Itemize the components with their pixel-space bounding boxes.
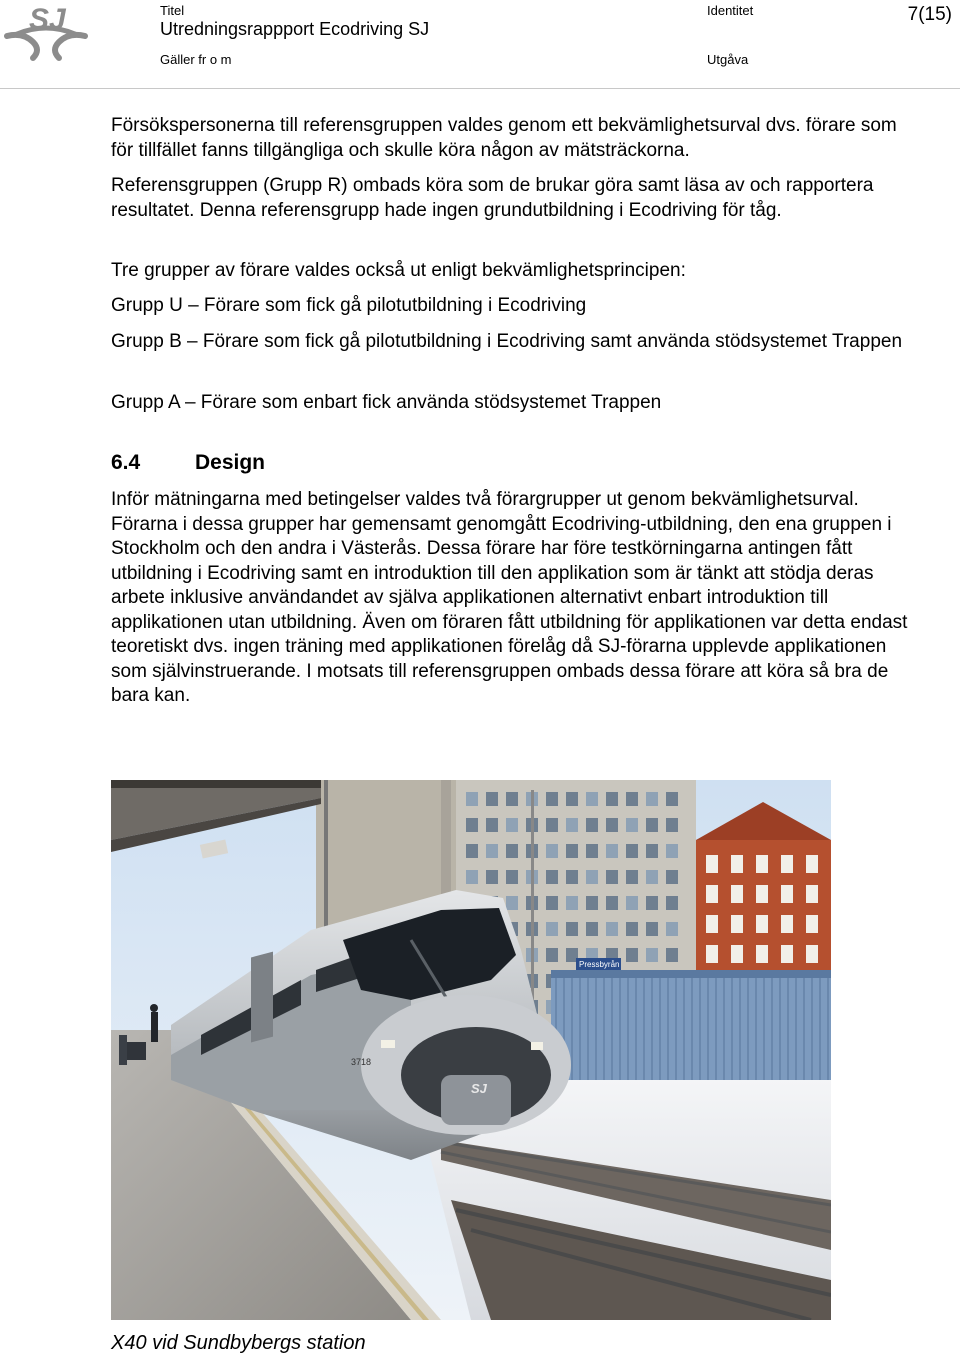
list-item-group-a: Grupp A – Förare som enbart fick använda stödsystemet Trappen: [111, 392, 662, 413]
section-heading: [111, 450, 265, 476]
valid-from-label: Gäller fr o m: [160, 52, 232, 67]
page-number: 7(15): [907, 4, 952, 25]
paragraph-design: Inför mätningarna med betingelser valdes två förargrupper ut genom bekvämlighetsurval. Förarna i dessa grupper har gemensamt genomgått Ecodriving-utbildning, den ena gruppen i Stockholm och den andra i Västerås. Dessa förare har före testkörningarna antingen fått utbildning i Ecodriving samt en introduktion till den applikation som är tänkt att stödja deras arbete inklusive användandet av själva applikationen alternativt enbart introduktion till applikationen utan utbildning. Även om föraren fått utbildning för applikationen var detta endast teoretiskt dvs. ingen träning med applikationen förelåg då SJ-förarna upplevde applikationen som självinstruerande. I motsats till referensgruppen ombads dessa förare att köra så bra de bara kan.: [111, 489, 908, 706]
list-item-group-b: Grupp B – Förare som fick gå pilotutbildning i Ecodriving samt använda stödsystemet Trappen: [111, 331, 903, 352]
edition-label: Utgåva: [707, 52, 749, 67]
identity-label: Identitet: [707, 3, 754, 18]
paragraph-reference-group: Referensgruppen (Grupp R) ombads köra som de brukar göra samt läsa av och rapportera resultatet. Denna referensgrupp hade ingen grundutbildning i Ecodriving för tåg.: [111, 175, 874, 221]
section-title: Design: [195, 451, 266, 474]
svg-text:SJ: SJ: [471, 1081, 487, 1096]
svg-text:Pressbyrån: Pressbyrån: [579, 960, 620, 969]
section-number: 6.4: [111, 451, 141, 474]
sj-logo: [3, 2, 89, 62]
paragraph-test-subjects: Försökspersonerna till referensgruppen valdes genom ett bekvämlighetsurval dvs. förare som för tillfället fanns tillgängliga och skulle köra någon av mätsträckorna.: [111, 115, 897, 161]
kiosk-sign: [576, 958, 621, 970]
train-photo: [111, 780, 831, 1320]
list-item-group-u: Grupp U – Förare som fick gå pilotutbildning i Ecodriving: [111, 295, 587, 316]
title-label: Titel: [160, 3, 185, 18]
page-header: [0, 0, 960, 90]
paragraph-three-groups: Tre grupper av förare valdes också ut enligt bekvämlighetsprincipen:: [111, 260, 686, 281]
svg-text:3718: 3718: [351, 1057, 372, 1067]
header-divider: [0, 88, 960, 89]
document-title: Utredningsrappport Ecodriving SJ: [160, 19, 430, 39]
figure-caption: X40 vid Sundbybergs station: [111, 1332, 366, 1354]
svg-text:SJ: SJ: [29, 3, 66, 36]
